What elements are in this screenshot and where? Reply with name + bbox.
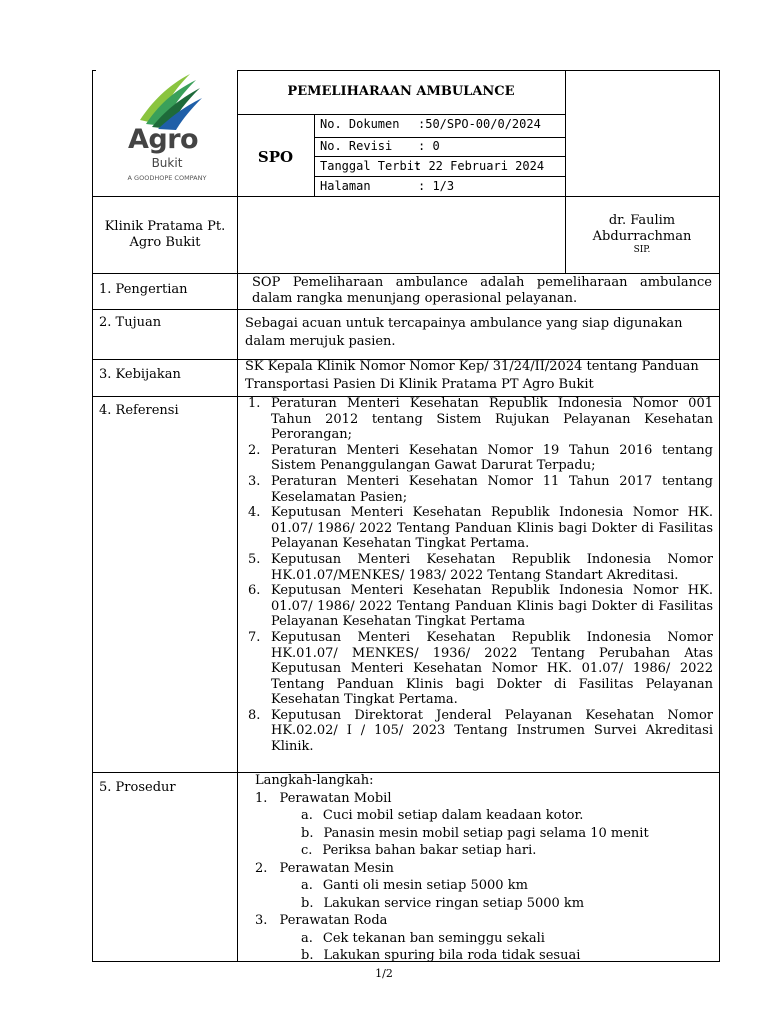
- label-prosedur: 5. Prosedur: [99, 780, 176, 795]
- label-kebijakan: 3. Kebijakan: [99, 367, 181, 382]
- referensi-list: [244, 396, 713, 755]
- ref-text-6: Keputusan Menteri Kesehatan Republik Indonesia Nomor HK. 01.07/ 1986/ 2022 Tentang Panduan Klinis bagi Dokter di Fasilitas Pelayanan Kesehatan Tingkat Pertama: [271, 583, 713, 630]
- ref-text-5: Keputusan Menteri Kesehatan Republik Indonesia Nomor HK.01.07/MENKES/ 1983/ 2022 Tentang Standart Akreditasi.: [271, 551, 713, 583]
- sub-mark: a.: [301, 808, 313, 823]
- label-pengertian: 1. Pengertian: [99, 282, 188, 297]
- label-tujuan: 2. Tujuan: [99, 315, 162, 330]
- meta-label-tanggal-terbit: Tanggal Terbit: [320, 159, 422, 173]
- list-item: 1. Peraturan Menteri Kesehatan Republik Indonesia Nomor 001 Tahun 2012 tentang Sistem Rujukan Pelayanan Kesehatan Perorangan;: [248, 396, 713, 443]
- list-item: [255, 877, 715, 895]
- meta-label-halaman: Halaman: [320, 179, 371, 193]
- label-referensi: 4. Referensi: [99, 403, 179, 418]
- list-item: [255, 930, 715, 948]
- spo-label: SPO: [257, 148, 294, 166]
- sub-mark: c.: [301, 843, 313, 858]
- logo-brand: Agro: [128, 124, 199, 155]
- text-kebijakan: SK Kepala Klinik Nomor Nomor Kep/ 31/24/II/2024 tentang Panduan Transportasi Pasien Di Klinik Pratama PT Agro Bukit: [245, 359, 699, 392]
- ref-text-8: Keputusan Direktorat Jenderal Pelayanan Kesehatan Nomor HK.02.02/ I / 105/ 2023 Tentang Instrumen Survei Akreditasi Klinik.: [271, 707, 713, 755]
- meta-value-no-dokumen: :50/SPO-00/0/2024: [418, 117, 541, 131]
- list-item: [255, 860, 715, 878]
- step-title: Perawatan Mesin: [279, 860, 394, 876]
- step-number: 3.: [255, 913, 268, 928]
- sub-text: Ganti oli mesin setiap 5000 km: [322, 878, 528, 893]
- list-item: 7. Keputusan Menteri Kesehatan Republik Indonesia Nomor HK.01.07/ MENKES/ 1936/ 2022 Tentang Perubahan Atas Keputusan Menteri Kesehatan Nomor HK. 01.07/ 1986/ 2022 Tentang Panduan Klinis bagi Dokter di Fasilitas Pelayanan Kesehatan Tingkat Pertama.: [248, 629, 713, 708]
- list-item: [255, 895, 715, 913]
- sub-mark: a.: [301, 930, 313, 946]
- ref-text-7: Keputusan Menteri Kesehatan Republik Indonesia Nomor HK.01.07/ MENKES/ 1936/ 2022 Tentang Perubahan Atas Keputusan Menteri Kesehatan Nomor HK. 01.07/ 1986/ 2022 Tentang Panduan Klinis bagi Dokter di Fasilitas Pelayanan Kesehatan Tingkat Pertama.: [271, 629, 713, 708]
- ref-text-1: Peraturan Menteri Kesehatan Republik Indonesia Nomor 001 Tahun 2012 tentang Sistem Rujukan Pelayanan Kesehatan Perorangan;: [271, 396, 713, 443]
- sub-mark: a.: [301, 878, 313, 893]
- sub-text: Panasin mesin mobil setiap pagi selama 10 menit: [323, 825, 649, 841]
- list-item: 2. Peraturan Menteri Kesehatan Nomor 19 Tahun 2016 tentang Sistem Penanggulangan Gawat Darurat Terpadu;: [248, 442, 713, 474]
- list-item: [255, 912, 715, 930]
- prosedur-intro: Langkah-langkah:: [255, 773, 374, 788]
- clinic-name: Klinik Pratama Pt. Agro Bukit: [104, 219, 226, 250]
- ref-text-3: Peraturan Menteri Kesehatan Nomor 11 Tahun 2017 tentang Keselamatan Pasien;: [271, 473, 713, 505]
- logo-sub: Bukit: [151, 156, 183, 170]
- wing-logo-icon: [112, 72, 222, 132]
- step-number: 2.: [255, 860, 268, 876]
- list-item: [255, 842, 715, 860]
- agro-bukit-logo: [112, 72, 222, 190]
- list-item: [255, 947, 715, 965]
- sub-text: Lakukan service ringan setiap 5000 km: [323, 895, 585, 911]
- sub-text: Lakukan spuring bila roda tidak sesuai: [323, 948, 581, 963]
- step-number: 1.: [255, 790, 268, 806]
- step-title: Perawatan Mobil: [279, 790, 392, 806]
- text-tujuan: Sebagai acuan untuk tercapainya ambulance yang siap digunakan dalam merujuk pasien.: [245, 316, 683, 349]
- page-number: 1/2: [375, 967, 393, 980]
- sub-text: Periksa bahan bakar setiap hari.: [322, 843, 537, 858]
- signer-title: SIP.: [633, 245, 651, 255]
- list-item: 3. Peraturan Menteri Kesehatan Nomor 11 Tahun 2017 tentang Keselamatan Pasien;: [248, 473, 713, 505]
- list-item: [255, 790, 715, 808]
- signer-name: dr. Faulim Abdurrachman: [592, 213, 692, 244]
- meta-value-no-revisi: : 0: [418, 139, 440, 153]
- list-item: [255, 807, 715, 825]
- ref-text-4: Keputusan Menteri Kesehatan Republik Indonesia Nomor HK. 01.07/ 1986/ 2022 Tentang Panduan Klinis bagi Dokter di Fasilitas Pelayanan Kesehatan Tingkat Pertama.: [271, 505, 713, 552]
- list-item: [255, 825, 715, 843]
- list-item: 5. Keputusan Menteri Kesehatan Republik Indonesia Nomor HK.01.07/MENKES/ 1983/ 2022 Tentang Standart Akreditasi.: [248, 551, 713, 583]
- meta-label-no-dokumen: No. Dokumen: [320, 117, 400, 131]
- document-title: PEMELIHARAAN AMBULANCE: [287, 84, 515, 99]
- sub-mark: b.: [301, 895, 314, 911]
- meta-value-halaman: : 1/3: [418, 179, 455, 193]
- prosedur-content: [255, 772, 715, 965]
- sub-text: Cek tekanan ban seminggu sekali: [322, 930, 545, 946]
- list-item: 4. Keputusan Menteri Kesehatan Republik Indonesia Nomor HK. 01.07/ 1986/ 2022 Tentang Panduan Klinis bagi Dokter di Fasilitas Pelayanan Kesehatan Tingkat Pertama.: [248, 505, 713, 552]
- step-title: Perawatan Roda: [279, 913, 388, 928]
- sub-mark: b.: [301, 948, 314, 963]
- sub-mark: b.: [301, 825, 314, 841]
- list-item: 6. Keputusan Menteri Kesehatan Republik Indonesia Nomor HK. 01.07/ 1986/ 2022 Tentang Panduan Klinis bagi Dokter di Fasilitas Pelayanan Kesehatan Tingkat Pertama: [248, 583, 713, 630]
- sub-text: Cuci mobil setiap dalam keadaan kotor.: [322, 808, 584, 823]
- logo-tagline: A GOODHOPE COMPANY: [127, 174, 207, 182]
- meta-value-tanggal-terbit: : 22 Februari 2024: [414, 159, 545, 173]
- ref-text-2: Peraturan Menteri Kesehatan Nomor 19 Tahun 2016 tentang Sistem Penanggulangan Gawat Darurat Terpadu;: [271, 442, 713, 474]
- meta-label-no-revisi: No. Revisi: [320, 139, 393, 153]
- text-pengertian: SOP Pemeliharaan ambulance adalah pemeliharaan ambulance dalam rangka menunjang operasional pelayanan.: [252, 275, 712, 306]
- list-item: 8. Keputusan Direktorat Jenderal Pelayanan Kesehatan Nomor HK.02.02/ I / 105/ 2023 Tentang Instrumen Survei Akreditasi Klinik.: [248, 707, 713, 755]
